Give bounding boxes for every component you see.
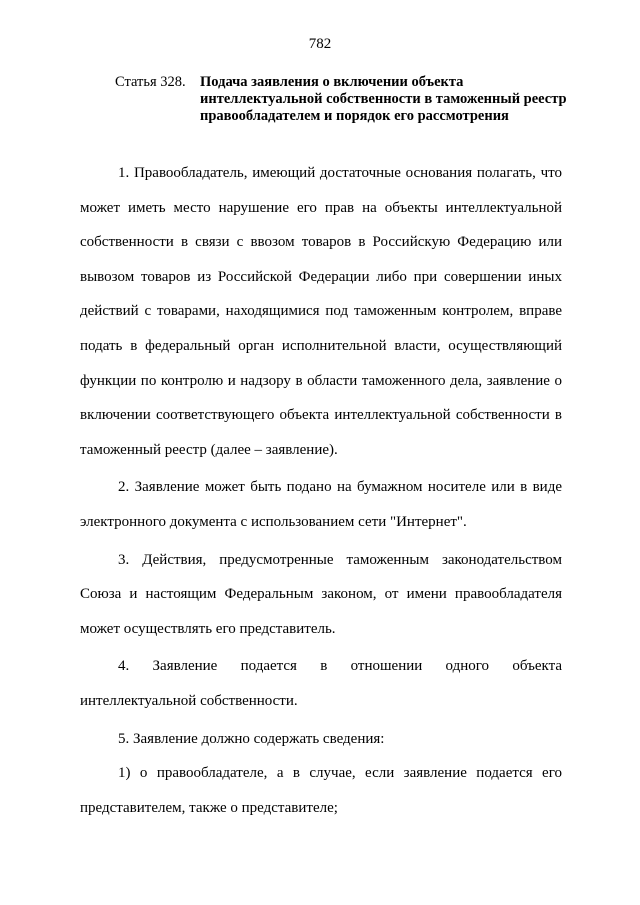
article-heading — [115, 74, 575, 125]
page-number: 782 — [308, 36, 332, 52]
paragraph-4: 4. Заявление подается в отношении одного объекта интеллектуальной собственности. — [80, 658, 562, 709]
paragraph-5: 5. Заявление должно содержать сведения: — [118, 730, 385, 747]
article-label: Статья 328. — [115, 74, 186, 90]
paragraph-2: 2. Заявление может быть подано на бумажном носителе или в виде электронного документа с использованием сети "Интернет". — [80, 479, 562, 530]
paragraph-5-item-1: 1) о правообладателе, а в случае, если заявление подается его представителем, также о представителе; — [80, 765, 562, 816]
paragraph-3: 3. Действия, предусмотренные таможенным законодательством Союза и настоящим Федеральным законом, от имени правообладателя может осуществлять его представитель. — [80, 551, 562, 637]
paragraph-1: 1. Правообладатель, имеющий достаточные основания полагать, что может иметь место нарушение его прав на объекты интеллектуальной собственности в связи с ввозом товаров в Российскую Федерацию или вывозом товаров из Российской Федерации либо при совершении иных действий с товарами, находящимися под таможенным контролем, вправе подать в федеральный орган исполнительной власти, осуществляющий функции по контролю и надзору в области таможенного дела, заявление о включении соответствующего объекта интеллектуальной собственности в таможенный реестр (далее – заявление). — [80, 165, 562, 458]
article-body — [80, 156, 562, 825]
article-title: Подача заявления о включении объекта интеллектуальной собственности в таможенный реестр правообладателем и порядок его рассмотрения — [200, 74, 567, 124]
